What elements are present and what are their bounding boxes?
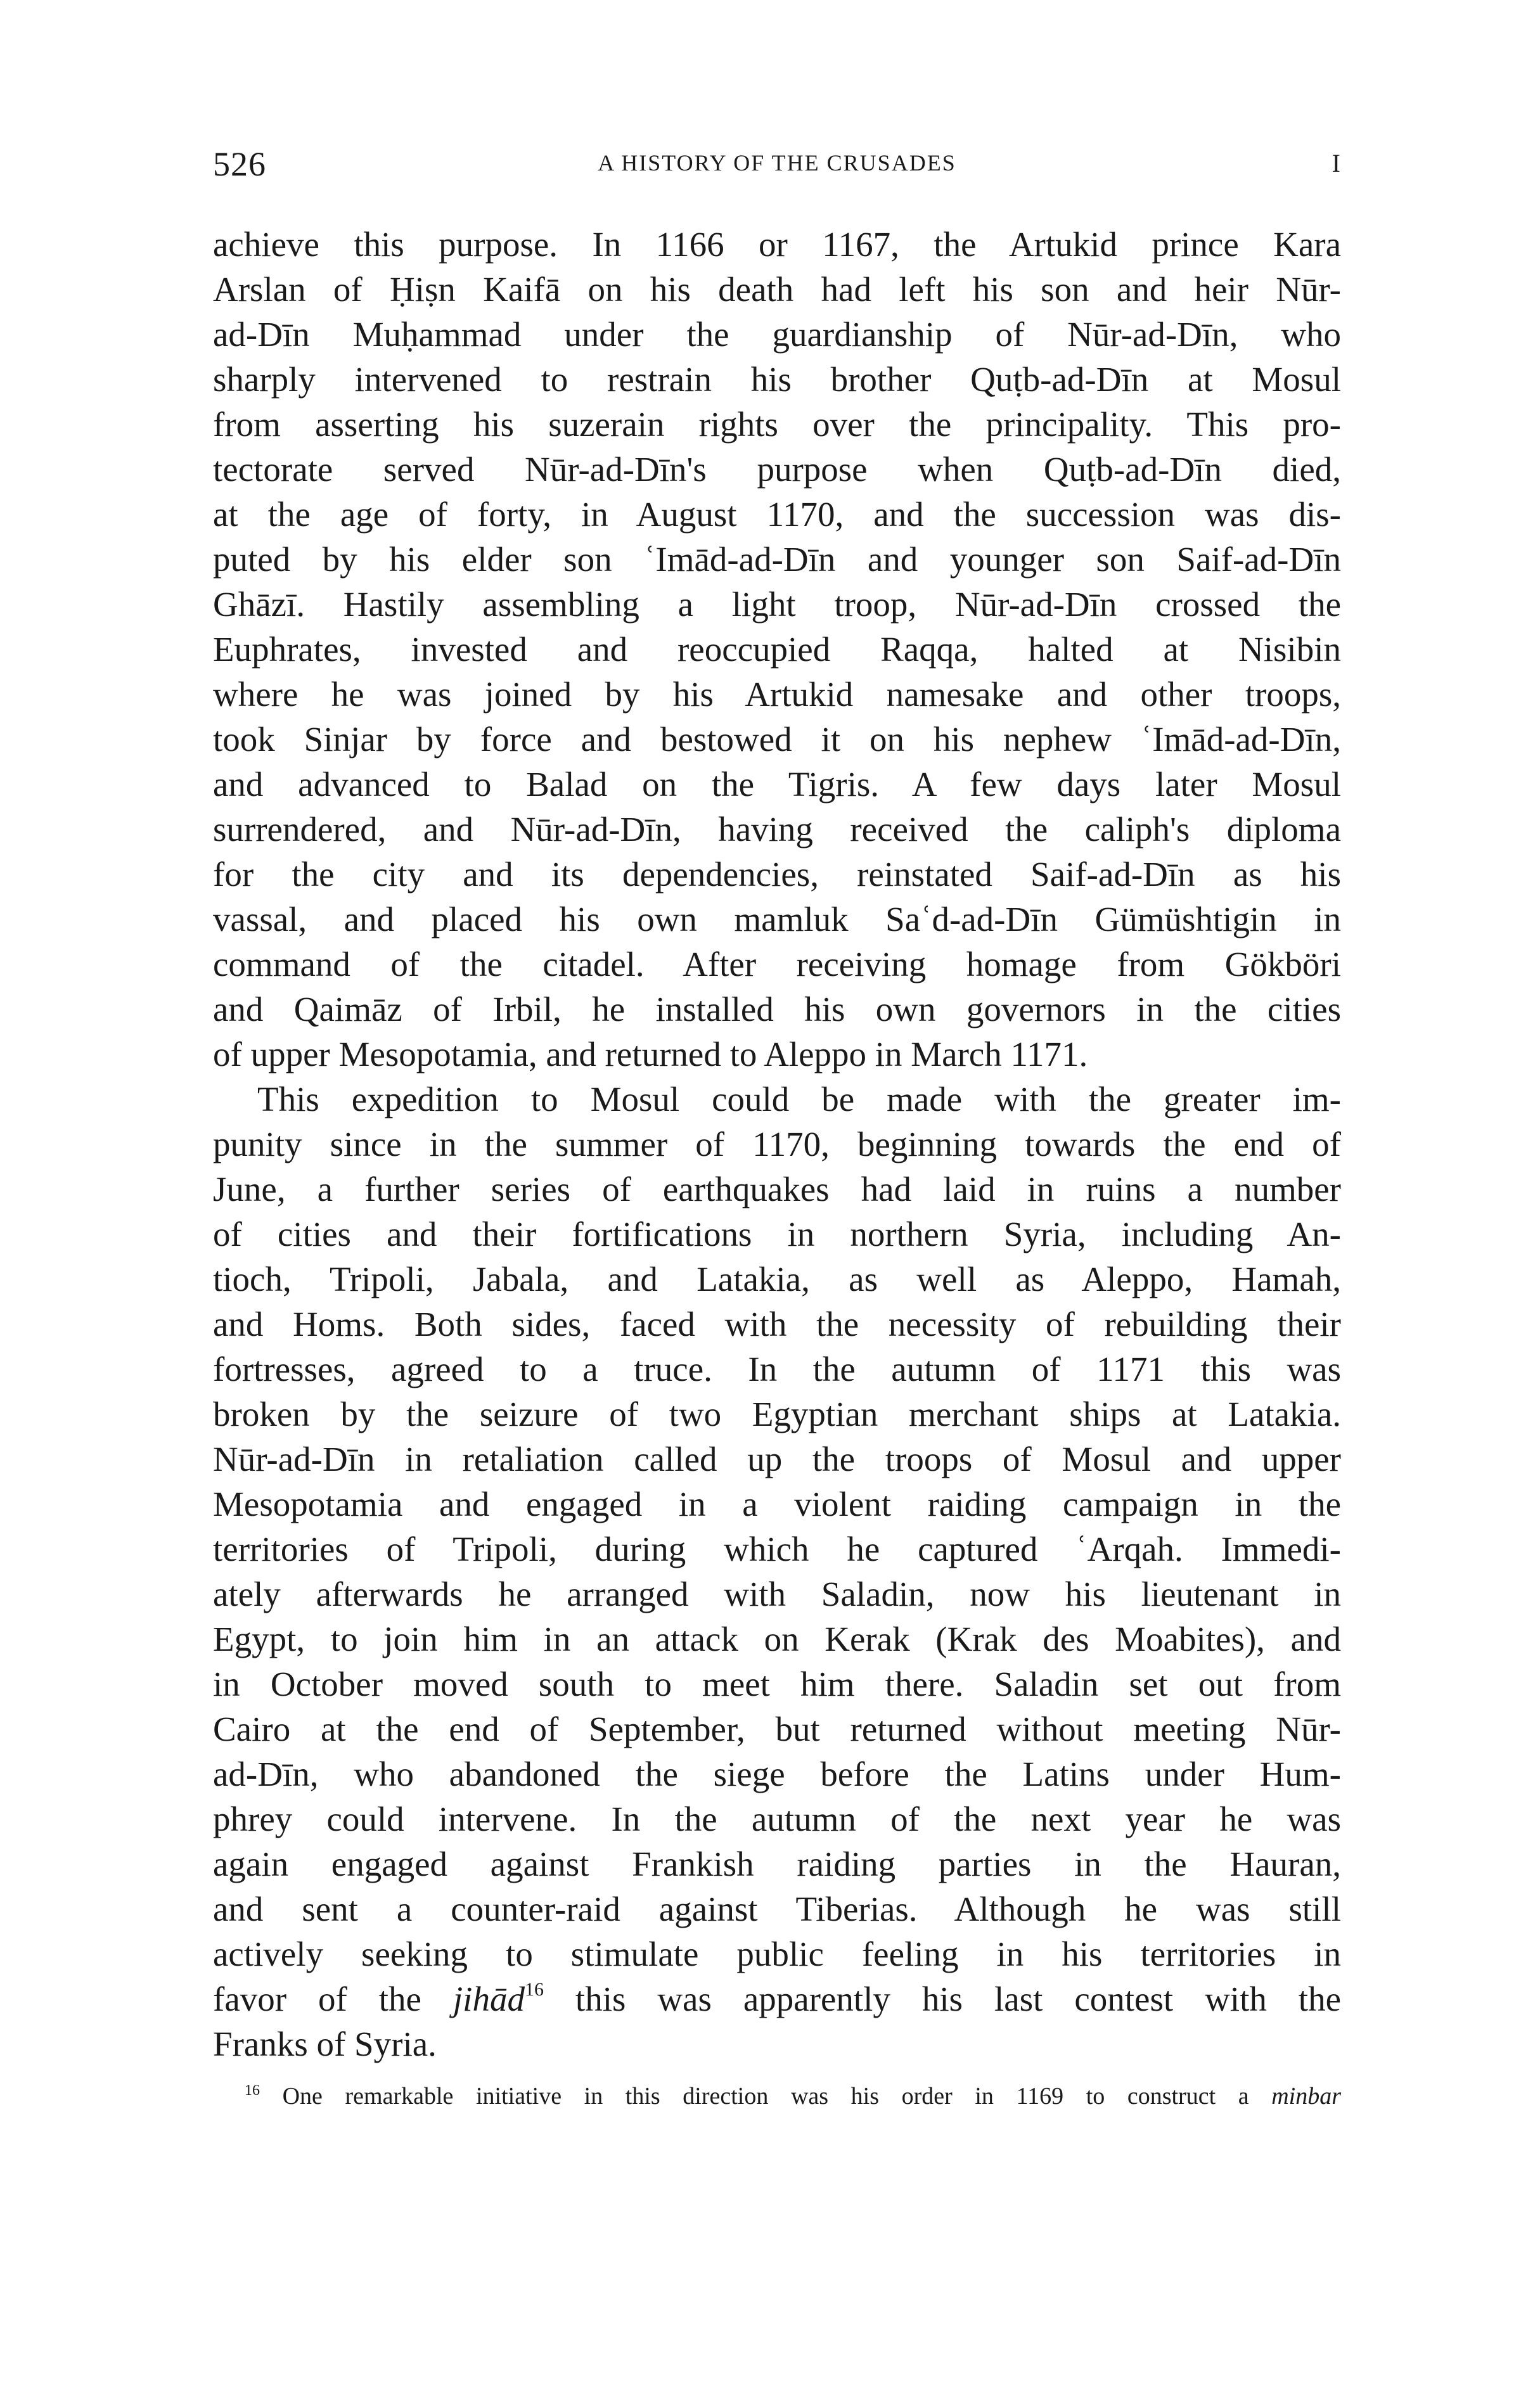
- text-segment: favor of the: [213, 1980, 453, 2018]
- text-line: sharply intervened to restrain his brother Quṭb-ad-Dīn at Mosul: [213, 360, 1341, 399]
- paragraph-1: [213, 222, 1341, 1077]
- text-line: achieve this purpose. In 1166 or 1167, the Artukid prince Kara: [213, 225, 1341, 264]
- footnote-text: One remarkable initiative in this direction was his order in 1169 to construct a: [260, 2083, 1272, 2110]
- text-line: at the age of forty, in August 1170, and the succession was dis-: [213, 495, 1341, 534]
- text-line: fortresses, agreed to a truce. In the autumn of 1171 this was: [213, 1350, 1341, 1388]
- text-line: ad-Dīn, who abandoned the siege before the Latins under Hum-: [213, 1755, 1341, 1793]
- text-line: Arslan of Ḥiṣn Kaifā on his death had left his son and heir Nūr-: [213, 270, 1341, 309]
- part-number: I: [1332, 149, 1341, 177]
- running-title: A HISTORY OF THE CRUSADES: [598, 150, 956, 176]
- text-line: Ghāzī. Hastily assembling a light troop, Nūr-ad-Dīn crossed the: [213, 585, 1341, 624]
- text-line: of upper Mesopotamia, and returned to Aleppo in March 1171.: [213, 1035, 1088, 1073]
- body-text: [213, 222, 1341, 2066]
- text-line: territories of Tripoli, during which he captured ʿArqah. Immedi-: [213, 1530, 1341, 1568]
- paragraph-2: [213, 1077, 1341, 2066]
- text-line: command of the citadel. After receiving homage from Gökböri: [213, 945, 1341, 983]
- text-line: again engaged against Frankish raiding parties in the Hauran,: [213, 1845, 1341, 1883]
- footnote: [213, 2080, 1341, 2112]
- text-line: of cities and their fortifications in northern Syria, including An-: [213, 1215, 1341, 1253]
- footnote-reference[interactable]: 16: [524, 1979, 544, 2000]
- text-segment: this was apparently his last contest with the: [543, 1980, 1341, 2018]
- text-line: punity since in the summer of 1170, beginning towards the end of: [213, 1125, 1341, 1163]
- italic-term: jihād: [452, 1980, 525, 2018]
- text-line: in October moved south to meet him there. Saladin set out from: [213, 1665, 1341, 1703]
- text-line: [213, 1976, 1341, 2021]
- footnote-number: 16: [245, 2082, 260, 2099]
- text-line: where he was joined by his Artukid namesake and other troops,: [213, 675, 1341, 714]
- text-line: ad-Dīn Muḥammad under the guardianship of Nūr-ad-Dīn, who: [213, 315, 1341, 354]
- text-line: broken by the seizure of two Egyptian merchant ships at Latakia.: [213, 1395, 1341, 1433]
- text-line: June, a further series of earthquakes had laid in ruins a number: [213, 1170, 1341, 1208]
- text-line: tectorate served Nūr-ad-Dīn's purpose when Quṭb-ad-Dīn died,: [213, 450, 1341, 489]
- page-number: 526: [213, 145, 266, 183]
- running-head: [213, 144, 1341, 189]
- text-line: took Sinjar by force and bestowed it on his nephew ʿImād-ad-Dīn,: [213, 720, 1341, 759]
- text-line: Cairo at the end of September, but returned without meeting Nūr-: [213, 1710, 1341, 1748]
- text-line: Mesopotamia and engaged in a violent raiding campaign in the: [213, 1485, 1341, 1523]
- text-line: Egypt, to join him in an attack on Kerak (Krak des Moabites), and: [213, 1620, 1341, 1658]
- text-line: and sent a counter-raid against Tiberias. Although he was still: [213, 1890, 1341, 1928]
- text-line: phrey could intervene. In the autumn of the next year he was: [213, 1800, 1341, 1838]
- text-line: puted by his elder son ʿImād-ad-Dīn and younger son Saif-ad-Dīn: [213, 540, 1341, 579]
- text-line: vassal, and placed his own mamluk Saʿd-ad-Dīn Gümüshtigin in: [213, 900, 1341, 938]
- text-line: Nūr-ad-Dīn in retaliation called up the troops of Mosul and upper: [213, 1440, 1341, 1478]
- text-line: ately afterwards he arranged with Saladin, now his lieutenant in: [213, 1575, 1341, 1613]
- text-line: This expedition to Mosul could be made with the greater im-: [257, 1080, 1341, 1118]
- text-line: surrendered, and Nūr-ad-Dīn, having received the caliph's diploma: [213, 810, 1341, 849]
- text-line: Franks of Syria.: [213, 2025, 437, 2063]
- footnote-italic-term: minbar: [1271, 2083, 1341, 2110]
- text-line: and advanced to Balad on the Tigris. A few days later Mosul: [213, 765, 1341, 804]
- text-line: and Qaimāz of Irbil, he installed his own governors in the cities: [213, 990, 1341, 1028]
- text-line: from asserting his suzerain rights over the principality. This pro-: [213, 405, 1341, 444]
- text-line: Euphrates, invested and reoccupied Raqqa, halted at Nisibin: [213, 630, 1341, 669]
- book-page: [213, 144, 1341, 2112]
- text-line: and Homs. Both sides, faced with the necessity of rebuilding their: [213, 1305, 1341, 1343]
- text-line: for the city and its dependencies, reinstated Saif-ad-Dīn as his: [213, 855, 1341, 893]
- text-line: tioch, Tripoli, Jabala, and Latakia, as well as Aleppo, Hamah,: [213, 1260, 1341, 1298]
- text-line: actively seeking to stimulate public feeling in his territories in: [213, 1935, 1341, 1973]
